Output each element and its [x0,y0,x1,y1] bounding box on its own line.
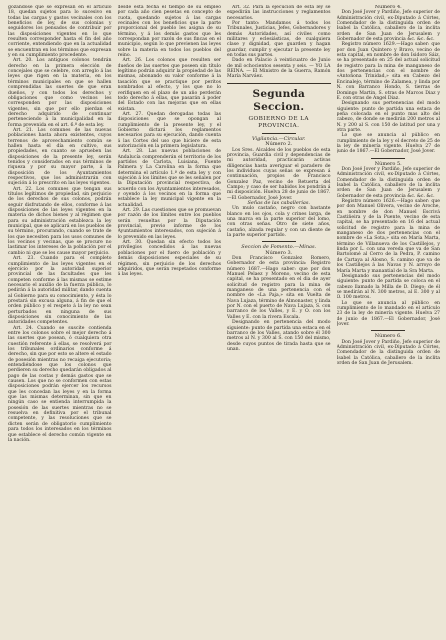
col3-article: Art. 32. Para la ejecución de esta ley se expedirán las instrucciones y reglamentos necesarios. [227,5,331,21]
number-6-para: Don José Jover y Pardiño, Jefe superior de Administración civil, ex-Diputado á Córtes, Comendador de la distinguida orden de Isabel la Católica, caballero de la ínclita orden de San Juan de Jerusalem. [336,339,440,366]
col1-para: Art. 24. Cuando se suscite contienda entre los colonos sobre el mejor derecho á las suertes que posean, ó cualquiera otra cuestión referente á ellas, se resolverá por los tribunales ordinarios conforme á derecho, sin que por esto se altere el estado de posesión mientras no recaiga ejecutoria; entendiéndose que los colonos que perdieren su derecho quedarán obligados al pago de las costas y demás gastos que se causen. Los que no se conformen con estas disposiciones podrán ejercer los recursos que les concedan las leyes y en la forma que las mismas determinan, sin que en ningún caso se entienda interrumpida la posesión de las suertes mientras no se resuelva en definitiva por el tribunal competente, y las resoluciones que se dicten serán de obligatorio cumplimiento para todos los interesados en los términos que establece el derecho común vigente en la nación. [8,325,112,443]
divider-short [262,133,296,134]
col1-para: Art. 21. Los comunes de las nuevas poblaciones hasta ahora existentes, cuyos terrenos de aprovechamiento común se hallen hasta el día en cultivo, sus propiedades, en cuanto se aprueben las disposiciones de la presente ley, serán tenidos y considerados en sus términos de riqueza y por su mayor parte, á la disposición de los Ayuntamientos respectivos, que los administrarán con sujeción á lo prescrito en las leyes vigentes. [8,127,112,187]
col1-para: Art. 23. Cuando para el completo cumplimiento de las leyes vigentes en el ejercicio por la autoridad superior provincial de las facultades que les competen conforme á las mismas se estime necesario el auxilio de la fuerza pública, lo pedirán á la autoridad militar, dando cuenta al Gobierno para su conocimiento, y ésta lo prestará sin excusa alguna, á fin de que el orden público y el respeto á la ley no sean perturbados en ninguna de sus disposiciones sin conocimiento de las autoridades competentes. [8,256,112,326]
number-5-para: Lo que se anuncia al público en cumplimiento de lo mandado en el artículo 23 de la ley de minería vigente. Huelva 27 de junio de 1867.—El Gobernador, José Jover. [336,300,440,327]
number-4-para: Registro número 1629.—Hago saber: que por don Juan Quintero y Bravo, vecino de esta capital, en nombre de don Isidoro Sáiz, se ha presentado en 25 del actual solicitud de registro para la mina de manganeso de dos pertenencias con el nombre de «Antoñona Trinidad,» sita en Cabezo del Encinalejo, término de Zalamea, y linda por N. con Barranco Hondo, S. tierras de Domingo Martin, S. otras de Marcos Diaz y E. con otras de Angel Diaz. [336,42,440,101]
number-5-para: Don José Jover y Pardiño, Jefe superior de Administración civil, ex-Diputado á Córtes, Comendador de la distinguida orden de Isabel la Católica, caballero de la ínclita orden de San Juan de Jerusalem y Gobernador de esta provincia &c. &c. &c. [336,166,440,199]
col2-para: desde esta fecha el tiempo de su empleo por cada año cien pesetas en concepto de cuota, quedando sujetos á las cargas vecinales con los beneficios que la parte proporcional del pueblo les asigna de su término, y á los demás gastos que les correspondan por razón de sus fincas en el municipio, según lo que previenen las leyes sobre la materia en todos los pueblos del reino. [117,5,221,59]
vigilancia-heading: Vigilancia.—Circular. [251,135,306,142]
column-2 [118,5,222,636]
section-title: Segunda Seccion. [252,87,305,113]
divider-short [371,330,405,331]
number-3-heading: Número 3. [265,249,293,256]
number-5-heading: Número 5. [374,160,402,167]
number-2-heading: Número 2. [265,141,293,148]
number-4-para: Don José Jover y Pardiño, Jefe superior de Administración civil, ex-Diputado á Córtes, Comendador de la distinguida orden de Isabel la Católica, caballero de la ínclita orden de San Juan de Jerusalem y Gobernador de esta provincia &c. &c. &c. [336,10,440,43]
number-4-para: Designando sus pertenencias del modo siguiente: punto de partida una estaca de peña colocada en el punto mas alto del cabezo, de donde se medirán 200 metros al N. y 200 al S. con 150 de latitud por una y otra parte. [336,101,440,133]
column-4 [337,5,441,636]
column-3 [227,5,331,636]
divider-short [262,241,296,242]
column-1 [8,5,112,636]
col1-para: Art. 22. Los comunes que tengan sus títulos legítimos de propiedad, sin perjuicio de los derechos de sus colonos, podrán seguir disfrutando de ellos, conforme á las disposiciones de las leyes vigentes en la materia de dichos bienes y al régimen que para su administración establezca la ley municipal, que se aplicará en los pueblos de su término, procurando, cuando se trate de los que necesiten para los usos comunes de los vecinos y vecinas, que se procure no lastimar los intereses de la población por el cambio ni que se les cause mayor perjuicio. [8,186,112,256]
columns [8,5,440,636]
number-6-heading: Número 6. [374,333,402,340]
number-4-para: Lo que se anuncia al público en cumplimiento de la ley y el decreto de 25 de la ley de minería vigente. Huelva 27 de junio de 1867.—El Gobernador, José Jover. [336,133,440,155]
section-subtitle: GOBIERNO DE LA PROVINCIA. [248,115,310,129]
col2-para: Art. 29. Las cuestiones que se promuevan por razón de los límites entre los pueblos serán resueltas por la Diputación provincial, previo informe de los Ayuntamientos interesados, con sujeción á lo prevenido en las leyes. [117,208,221,240]
number-2-para: Los Sres. Alcaldes de los pueblos de esta provincia, Guardia civil y dependencias de mi autoridad, practicarán activas diligencias hasta averiguar el paradero de los individuos cuyas señas se expresan á continuación, propios de Francisco Gonzalez Paz, vecino de Retuerta del Campo; y caso de ser habidos los pondrán á mi disposición. Huelva 28 de junio de 1867. —El Gobernador, José Jover. [227,147,331,201]
col2-para: Art. 26. Los colonos que resulten ser dueños de las suertes que poseen sin título legítimo podrán adquirir la propiedad de las mismas, abonando su valor conforme á la tasación que se practique por peritos nombrados al efecto, y los que no lo verifiquen en el plazo de un año perderán todo derecho á ellas, que pasarán á poder del Estado con las mejoras que en ellas existan. [117,58,221,112]
number-4-heading: Número 4. [374,5,402,10]
senas-para: Un mulo castaño, negro con bastante blanco en los ojos, cola y crines larga, de una marca en la parte superior del lomo, con otras señas. Otro de siete años, castaño, alzada regular y con un diente de la parte superior partido. [227,206,331,238]
col3-article: Dado en Palacio á veinticuatro de Junio de mil ochocientos sesenta y seis. — YO LA REINA. — El Ministro de la Guerra, Ramón María Narváez. [227,58,331,80]
senas-heading: Señas de las caballerías. [247,199,310,206]
divider [227,83,331,84]
col3-article: Por tanto: Mandamos á todos los Tribunales, Justicias, Jefes, Gobernadores y demás Autoridades, así civiles como militares y eclesiásticas, de cualquiera clase y dignidad, que guarden y hagan guardar, cumplir y ejecutar la presente ley en todas sus partes. [227,21,331,59]
number-5-para: Designando sus pertenencias del modo siguiente: punto de partida se coloca en el cabezo llamado la Milla de D. Diego; de él se medirán al N. 300 metros, al E. 300 y al O. 100 metros. [336,273,440,301]
col1-para: Art. 20. Los antiguos colonos tendrán derecho en la primera elección de concejales que se celebre, con arreglo á las leyes que rigen en la materia, en los términos municipales en que se hallen comprendidas las suertes de que eran dueños, y con todos los derechos y obligaciones que como vecinos les corresponden por las disposiciones vigentes, sin que por ello pierdan el derecho adquirido de continuar perteneciendo á la municipalidad en la forma prevenida en el art. 6.º de esta ley. [8,58,112,128]
number-3-para: Don Francisco Gonzalez Romero, Gobernador de esta provincia: Registro número 1687.—Hago saber: que por don Manuel Pelaez y Moreno, vecino de esta capital, se ha presentado en el dia de ayer solicitud de registro para la mina de manganeso de una pertenencia con el nombre de «La Paja,» sita en Vuelta de Nava Lujaza, término de Almonaster, y linda por N. con el puerto de Nava Lujaza, S. con barranco de los Valles, y E. y O. con los Valles y E. con la rivera Escala. [227,256,331,320]
number-5-para: Registro número 1626.—Hago saber: que por don Manuel Olivera, vecino de Aroche, en nombre de don Manuel Escrivá Castiñeira y de la Puente, vecino de esta capital, se ha presentado en 16 del actual solicitud de registro para la mina de manganeso de dos pertenencias con el nombre de «La Sota,» sita en María Marta, término de Villanueva de los Castillejos, y linda por L. con una vereda que va de San Bartolomé al Cerro de la Pedra, P. camino de Cartaya al Alosno, S. camino que va de los Castillejos á las Navas y N. arroyo de María Marta y manantial de la Sra Marta. [336,199,440,274]
number-3-para: Designando en pertenencia del modo siguiente: punto de partida una estaca en el barranco de los Valles, atando sobre él 300 metros al N. y 300 al S. con 150 del mismo, desde cuyos puntos de tirada hasta que se unan. [227,320,331,352]
col2-para: Art. 30. Quedan sin efecto todos los privilegios concedidos á las nuevas poblaciones por el fuero de población y demás disposiciones especiales de su régimen, sin perjuicio de los derechos adquiridos, que serán respetados conforme á las leyes. [117,240,221,278]
fomento-heading: Seccion de Fomento.—Minas. [241,244,317,251]
col1-para: gozándose que se expresan en el artículo 18, quedan sujetos para lo sucesivo en todas las cargas y gastos vecinales con los beneficios de ley, de sus colonias y seguidores los pensados de contribuir por las disposiciones vigentes en lo que resulten corresponder hasta el fin del año corriente, entendiendo que en la actualidad se encuentran en los términos que expresan y en su cumplimiento procedente. [8,5,112,59]
col2-para: Art. 28. Las nuevas poblaciones de Andalucía comprenderán el territorio de los partidos de Carlota, Luisiana, Fuente Palmera y La Carolina en la forma que determina el artículo 1.º de esta ley y con sujeción á los límites que se les señalen por la Diputación provincial respectiva, de acuerdo con los Ayuntamientos interesados, y oyendo á los vecinos en la forma que establece la ley municipal vigente en la actualidad. [117,149,221,208]
divider-short [371,158,405,159]
col2-para: Art. 27. Quedan derogadas todas las disposiciones que se opongan al cumplimiento de la presente ley, y el Gobierno dictará los reglamentos necesarios para su ejecución, dando cuenta á las Cortes del uso que hiciere de esta autorización en la primera legislatura. [117,111,221,149]
